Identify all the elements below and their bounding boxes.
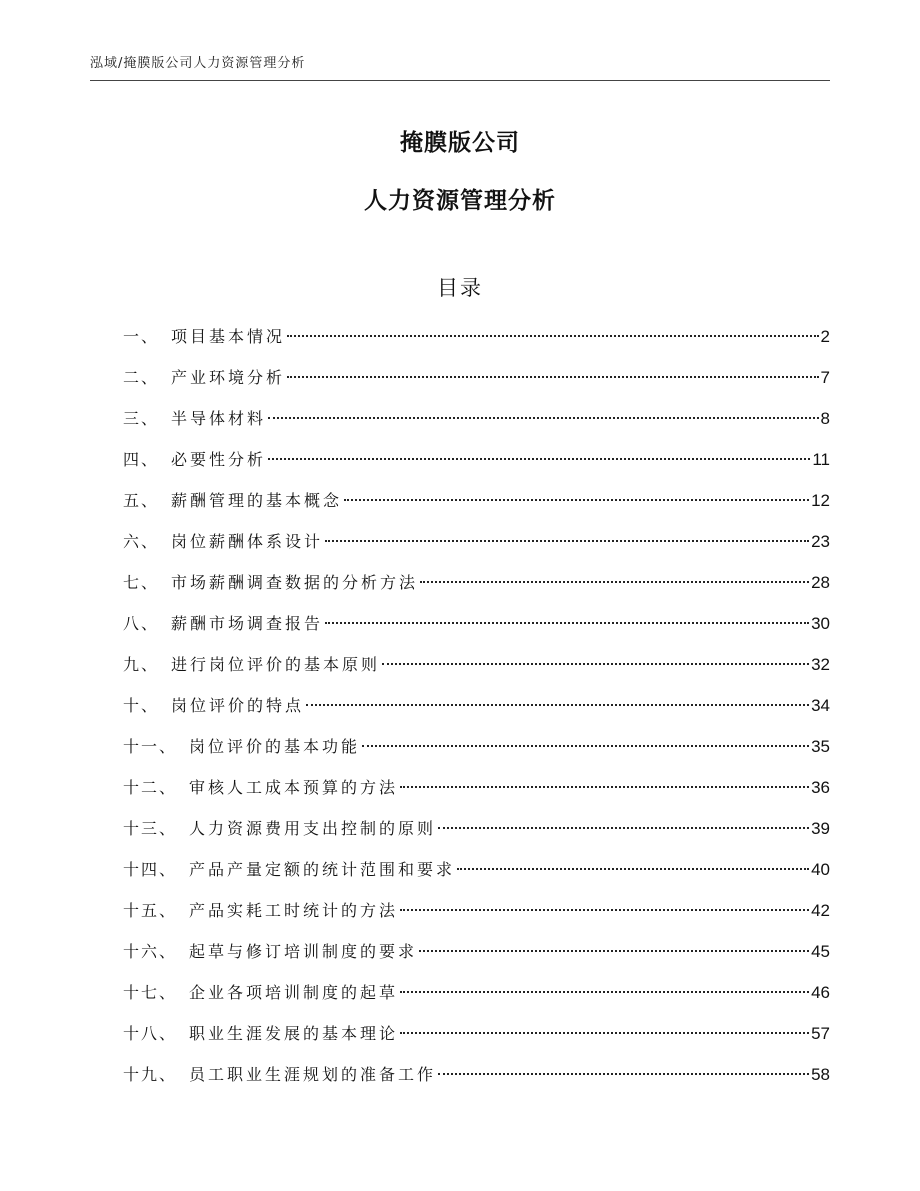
toc-entry-title: 薪酬市场调查报告 [171, 614, 324, 633]
toc-entry-title: 产品产量定额的统计范围和要求 [189, 860, 456, 879]
toc-entry-page-number: 23 [811, 532, 830, 551]
toc-entry-page-number: 57 [811, 1024, 830, 1043]
toc-entry-page-number: 42 [811, 901, 830, 920]
toc-entry-title: 产业环境分析 [171, 368, 286, 387]
toc-entry-title: 岗位薪酬体系设计 [171, 532, 324, 551]
toc-entry[interactable] [123, 486, 830, 527]
toc-entry-number: 十、 [123, 696, 160, 715]
toc-entry-page-number: 35 [811, 737, 830, 756]
document-title-company: 掩膜版公司 [400, 130, 520, 156]
toc-entry-page-number: 40 [811, 860, 830, 879]
toc-entry[interactable] [123, 1019, 830, 1060]
toc-entry[interactable] [123, 363, 830, 404]
toc-entry-page-number: 11 [812, 450, 830, 469]
toc-entry-title: 岗位评价的基本功能 [189, 737, 361, 756]
toc-entry-page-number: 2 [820, 327, 830, 346]
toc-entry[interactable] [123, 855, 830, 896]
toc-dot-leader [438, 1073, 809, 1075]
toc-entry[interactable] [123, 773, 830, 814]
toc-entry-number: 十二、 [123, 778, 178, 797]
toc-entry-number: 十八、 [123, 1024, 178, 1043]
toc-entry[interactable] [123, 568, 830, 609]
toc-entry-page-number: 7 [820, 368, 830, 387]
toc-entry-number: 六、 [123, 532, 160, 551]
toc-entry-page-number: 8 [820, 409, 830, 428]
toc-entry-page-number: 39 [811, 819, 830, 838]
toc-entry-number: 十三、 [123, 819, 178, 838]
toc-entry-number: 三、 [123, 409, 160, 428]
toc-dot-leader [268, 458, 810, 460]
toc-dot-leader [419, 950, 809, 952]
toc-entry-number: 五、 [123, 491, 160, 510]
toc-dot-leader [457, 868, 809, 870]
table-of-contents [123, 322, 830, 1101]
toc-entry[interactable] [123, 732, 830, 773]
toc-entry-page-number: 36 [811, 778, 830, 797]
toc-entry-title: 职业生涯发展的基本理论 [189, 1024, 399, 1043]
toc-entry-number: 十六、 [123, 942, 178, 961]
toc-dot-leader [306, 704, 809, 706]
toc-entry[interactable] [123, 650, 830, 691]
toc-entry-page-number: 58 [811, 1065, 830, 1084]
toc-entry[interactable] [123, 937, 830, 978]
toc-dot-leader [382, 663, 809, 665]
toc-entry-number: 十七、 [123, 983, 178, 1002]
toc-entry-number: 七、 [123, 573, 160, 592]
toc-entry-number: 八、 [123, 614, 160, 633]
toc-dot-leader [287, 376, 819, 378]
toc-entry-number: 四、 [123, 450, 160, 469]
toc-dot-leader [400, 1032, 809, 1034]
toc-entry-title: 审核人工成本预算的方法 [189, 778, 399, 797]
toc-dot-leader [287, 335, 819, 337]
toc-entry-title: 员工职业生涯规划的准备工作 [189, 1065, 437, 1084]
toc-dot-leader [438, 827, 809, 829]
toc-entry-number: 十一、 [123, 737, 178, 756]
toc-dot-leader [268, 417, 819, 419]
toc-entry[interactable] [123, 609, 830, 650]
toc-entry-number: 九、 [123, 655, 160, 674]
toc-entry-page-number: 12 [811, 491, 830, 510]
toc-heading: 目录 [437, 276, 483, 300]
toc-entry-title: 进行岗位评价的基本原则 [171, 655, 381, 674]
toc-entry-page-number: 46 [811, 983, 830, 1002]
toc-entry[interactable] [123, 445, 830, 486]
toc-dot-leader [420, 581, 809, 583]
running-header: 泓域/掩膜版公司人力资源管理分析 [90, 56, 306, 71]
toc-dot-leader [400, 991, 809, 993]
toc-entry-title: 企业各项培训制度的起草 [189, 983, 399, 1002]
toc-entry[interactable] [123, 322, 830, 363]
toc-entry-number: 十九、 [123, 1065, 178, 1084]
toc-dot-leader [325, 622, 809, 624]
toc-dot-leader [325, 540, 809, 542]
toc-entry-page-number: 34 [811, 696, 830, 715]
toc-entry[interactable] [123, 404, 830, 445]
header-divider [90, 80, 830, 81]
toc-entry-title: 薪酬管理的基本概念 [171, 491, 343, 510]
toc-entry-page-number: 30 [811, 614, 830, 633]
toc-entry-title: 市场薪酬调查数据的分析方法 [171, 573, 419, 592]
toc-entry[interactable] [123, 814, 830, 855]
toc-entry[interactable] [123, 1060, 830, 1101]
toc-entry[interactable] [123, 691, 830, 732]
toc-entry-page-number: 28 [811, 573, 830, 592]
toc-entry[interactable] [123, 527, 830, 568]
toc-entry-title: 必要性分析 [171, 450, 267, 469]
toc-entry-title: 项目基本情况 [171, 327, 286, 346]
toc-entry-number: 十五、 [123, 901, 178, 920]
toc-entry-title: 起草与修订培训制度的要求 [189, 942, 418, 961]
toc-entry[interactable] [123, 896, 830, 937]
toc-dot-leader [344, 499, 809, 501]
toc-dot-leader [400, 909, 809, 911]
toc-dot-leader [362, 745, 809, 747]
toc-entry-page-number: 45 [811, 942, 830, 961]
toc-entry-page-number: 32 [811, 655, 830, 674]
toc-entry-number: 二、 [123, 368, 160, 387]
toc-entry-title: 人力资源费用支出控制的原则 [189, 819, 437, 838]
toc-entry-title: 半导体材料 [171, 409, 267, 428]
toc-entry[interactable] [123, 978, 830, 1019]
toc-entry-title: 产品实耗工时统计的方法 [189, 901, 399, 920]
toc-dot-leader [400, 786, 809, 788]
toc-entry-number: 一、 [123, 327, 160, 346]
document-title-subject: 人力资源管理分析 [364, 188, 556, 214]
toc-entry-title: 岗位评价的特点 [171, 696, 305, 715]
toc-entry-number: 十四、 [123, 860, 178, 879]
